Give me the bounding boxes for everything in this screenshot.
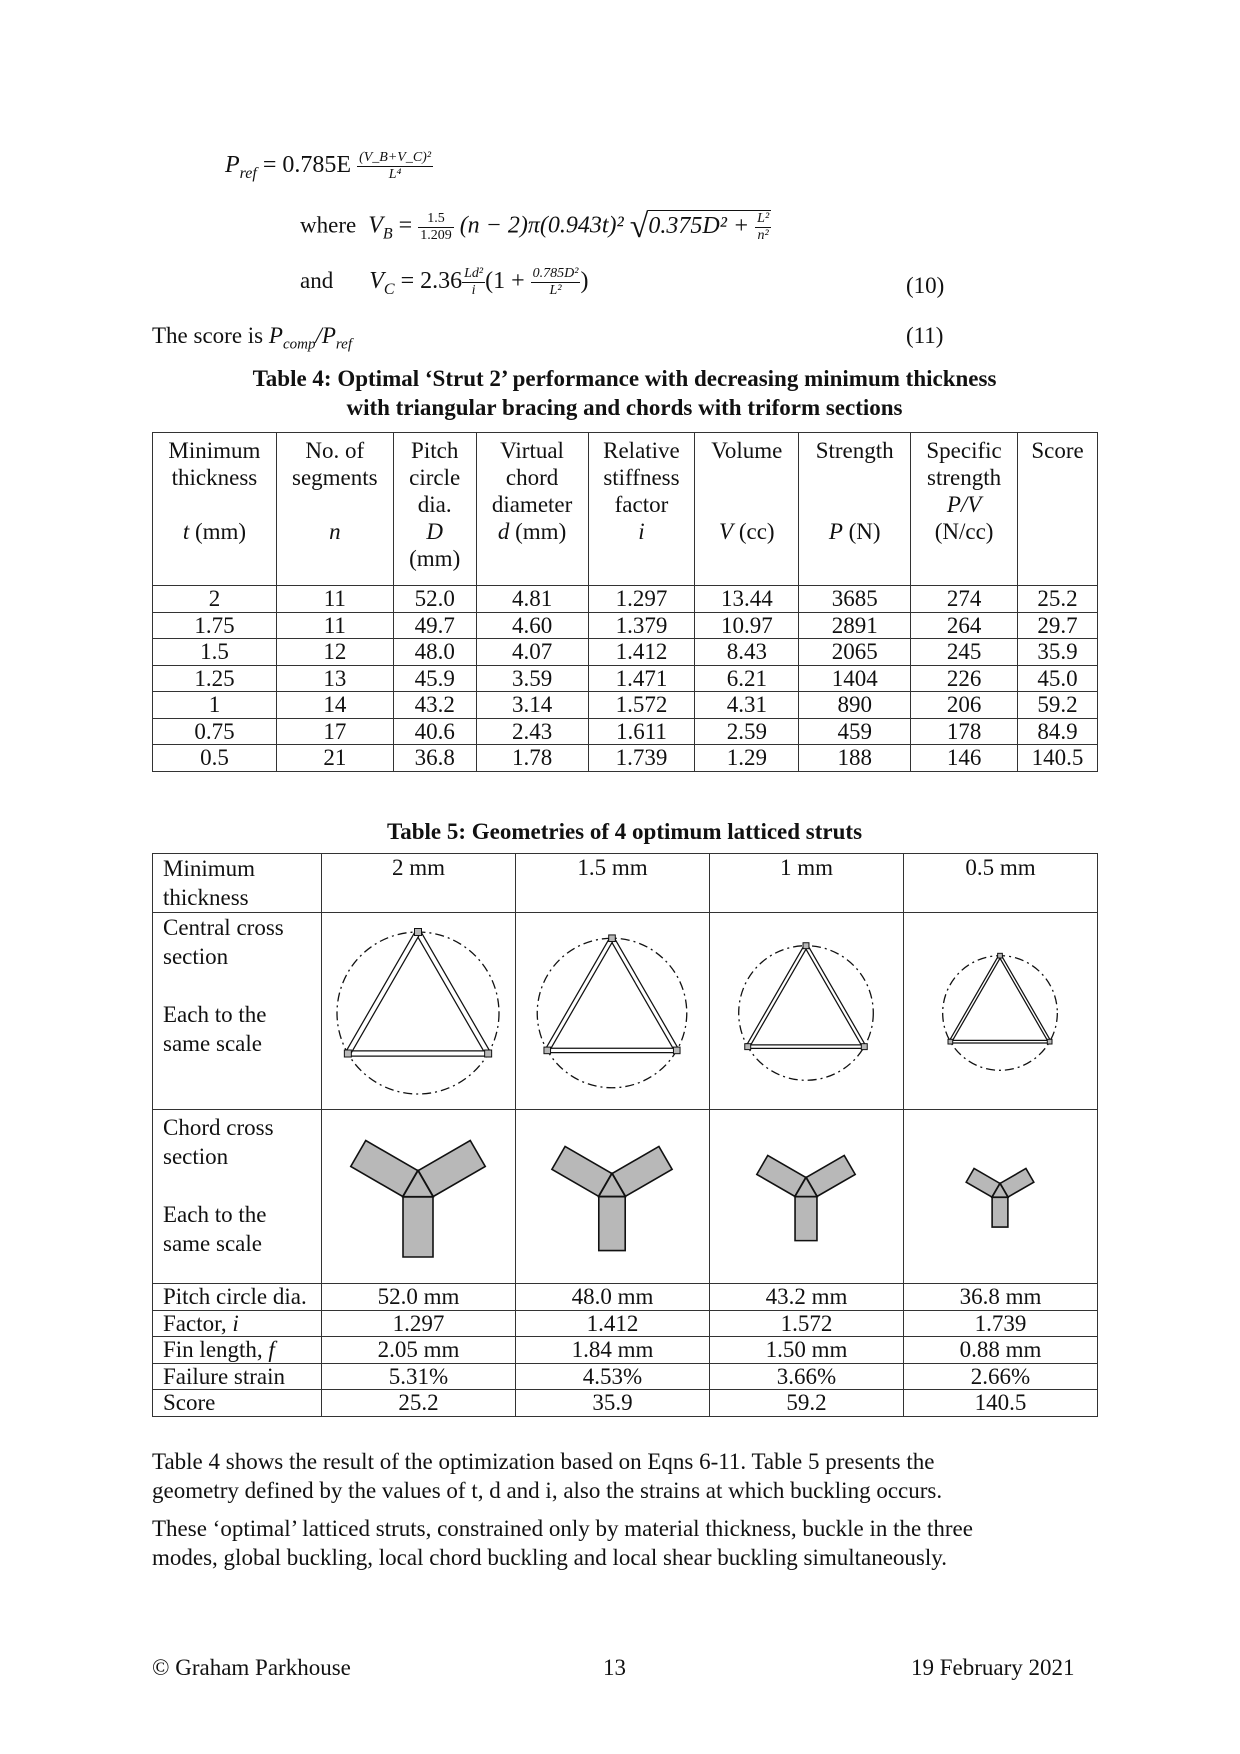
header-line: Minimum	[168, 438, 261, 463]
header-unit: (cc)	[733, 519, 775, 544]
header-line: Specific	[926, 438, 1002, 463]
bracing-member-inner	[612, 938, 677, 1050]
table4-row	[153, 718, 1098, 745]
triform-chord	[351, 1141, 486, 1257]
bracing-member-inner	[748, 946, 806, 1047]
table4-cell: 1.471	[588, 665, 695, 692]
table4-cell: 3.59	[476, 665, 588, 692]
table4-cell: 4.31	[695, 692, 799, 719]
pref-numerator: (V_B+V_C)²	[359, 150, 432, 165]
table4-cell: 11	[276, 612, 393, 639]
table5-central-section-row	[153, 913, 1098, 1110]
table4-cell: 2891	[799, 612, 911, 639]
table5-cell: 1.297	[322, 1310, 516, 1337]
table4-cell: 29.7	[1018, 612, 1098, 639]
header-line	[281, 545, 389, 572]
paragraph-2	[152, 1514, 973, 1572]
table4-cell: 1.29	[695, 745, 799, 772]
table4-row	[153, 586, 1098, 613]
table4-header-cell	[1018, 433, 1098, 586]
chord-node	[861, 1044, 867, 1050]
table5-cell: 36.8 mm	[904, 1284, 1098, 1311]
table4-cell: 40.6	[393, 718, 476, 745]
thickness-col-3: 0.5 mm	[904, 854, 1098, 913]
sqrt-frac-den: n²	[757, 227, 769, 243]
central-section-fig-0	[322, 913, 516, 1110]
table4-cell: 4.07	[476, 639, 588, 666]
paragraph-2-line2: modes, global buckling, local chord buckling and local shear buckling simultaneously.	[152, 1545, 948, 1570]
central-cross-section-diagram	[520, 913, 705, 1109]
table4-cell: 206	[911, 692, 1018, 719]
vb-subscript: B	[382, 225, 393, 243]
header-line	[699, 518, 794, 545]
vc-frac-num: Ld²	[464, 266, 484, 281]
table5-row	[153, 1390, 1098, 1417]
vc-subscript: C	[383, 280, 395, 298]
chord-node	[415, 929, 422, 936]
central-section-fig-2	[710, 913, 904, 1110]
table5-cell: 4.53%	[516, 1363, 710, 1390]
central-section-fig-3	[904, 913, 1098, 1110]
header-line	[803, 518, 906, 545]
pref-subscript: ref	[239, 164, 257, 182]
chord-node	[609, 935, 616, 942]
chord-section-fig-0	[322, 1110, 516, 1284]
header-line: thickness	[171, 465, 258, 490]
chord-node	[1047, 1039, 1052, 1044]
pitch-circle	[337, 932, 499, 1094]
table5-row	[153, 1310, 1098, 1337]
header-line	[593, 545, 691, 572]
header-variable: t	[182, 519, 190, 544]
chord-cross-section-diagram	[908, 1110, 1093, 1280]
pitch-circle	[943, 956, 1058, 1071]
table4-row	[153, 692, 1098, 719]
table4-cell: 43.2	[393, 692, 476, 719]
header-line	[157, 545, 272, 572]
table5-cell: 1.739	[904, 1310, 1098, 1337]
header-line	[593, 518, 691, 545]
header-line: stiffness	[603, 465, 680, 490]
pref-fraction	[357, 150, 433, 183]
vc-paren-den: L²	[549, 283, 562, 298]
table4-cell: 8.43	[695, 639, 799, 666]
table4-cell: 146	[911, 745, 1018, 772]
paragraph-1-line2: geometry defined by the values of t, d and i, also the strains at which buckling occurs.	[152, 1478, 943, 1503]
table5-row	[153, 1284, 1098, 1311]
header-variable: D	[426, 519, 443, 544]
header-line	[481, 545, 584, 572]
score-sub-comp: comp	[282, 336, 316, 353]
header-line	[915, 491, 1013, 518]
header-line	[281, 518, 389, 545]
table4-cell: 2.43	[476, 718, 588, 745]
triform-chord	[757, 1155, 855, 1240]
table5-cell: 1.572	[710, 1310, 904, 1337]
table4-row	[153, 612, 1098, 639]
vb-symbol: V	[368, 212, 383, 239]
chord-fin	[992, 1197, 1008, 1227]
bracing-member-inner	[806, 946, 864, 1047]
table4-cell: 1.297	[588, 586, 695, 613]
table4-cell: 3.14	[476, 692, 588, 719]
sqrt-icon: √	[629, 208, 649, 245]
bracing-member-inner	[950, 956, 1000, 1042]
header-line: factor	[614, 492, 669, 517]
equation-vb: where $V_B$ = $\frac{1.5}{1.209}$ (n − 2)π(0.943t)² √0.375D² + $\frac{\text{L²}}{\text{n²}}$	[300, 208, 770, 245]
central-cross-section-diagram	[714, 913, 899, 1109]
header-line: Strength	[815, 438, 894, 463]
table5-cell: 1.84 mm	[516, 1337, 710, 1364]
table4-cell: 45.0	[1018, 665, 1098, 692]
score-pref: /P	[315, 323, 336, 348]
table4-cell: 1.5	[153, 639, 277, 666]
header-line: No. of	[305, 438, 365, 463]
score-text: The score is	[152, 323, 269, 348]
and-label: and	[300, 268, 334, 294]
header-variable: n	[329, 519, 341, 544]
table4-caption-line2: with triangular bracing and chords with triform sections	[346, 395, 903, 420]
table5-row-label	[153, 1310, 322, 1337]
central-label-line3: Each to the	[163, 1002, 267, 1027]
thickness-col-2: 1 mm	[710, 854, 904, 913]
row-label-variable: f	[268, 1337, 275, 1362]
table5-row-label	[153, 1337, 322, 1364]
bracing-member-inner	[547, 938, 612, 1050]
vc-paren-num: 0.785D²	[532, 266, 579, 281]
header-variable: d	[497, 519, 510, 544]
vc-paren-open: (1 +	[485, 268, 525, 295]
header-line	[281, 491, 389, 518]
table4-cell: 4.81	[476, 586, 588, 613]
header-line	[1022, 491, 1093, 518]
header-line	[803, 545, 906, 572]
table5-cell: 43.2 mm	[710, 1284, 904, 1311]
header-line: segments	[292, 465, 378, 490]
header-line: Score	[1031, 438, 1084, 463]
table5-cell: 2.66%	[904, 1363, 1098, 1390]
chord-section-fig-3	[904, 1110, 1098, 1284]
vc-paren-fraction	[531, 266, 581, 299]
header-unit: (N)	[842, 519, 881, 544]
header-variable: V	[719, 519, 734, 544]
table4-row	[153, 745, 1098, 772]
thickness-label-line2: thickness	[163, 885, 249, 910]
footer-date: 19 February 2021	[911, 1655, 1075, 1680]
pref-denominator: L⁴	[388, 167, 402, 182]
central-label-line2: section	[163, 944, 229, 969]
table4-caption	[152, 364, 1097, 422]
table4-header-cell	[393, 433, 476, 586]
table4-cell: 49.7	[393, 612, 476, 639]
table4-row	[153, 639, 1098, 666]
table5-caption: Table 5: Geometries of 4 optimum latticed struts	[386, 819, 863, 844]
table4-cell: 1404	[799, 665, 911, 692]
chord-cross-section-diagram	[714, 1110, 899, 1280]
header-variable: P	[828, 519, 843, 544]
vc-frac-den: i	[471, 283, 476, 298]
chord-section-fig-1	[516, 1110, 710, 1284]
table4-cell: 459	[799, 718, 911, 745]
table4-caption-line1: Table 4: Optimal ‘Strut 2’ performance with decreasing minimum thickness	[252, 366, 997, 391]
bracing-member-inner	[1000, 956, 1050, 1042]
chord-node	[745, 1044, 751, 1050]
table4-cell: 25.2	[1018, 586, 1098, 613]
table4-cell: 13.44	[695, 586, 799, 613]
equation-vc	[300, 266, 588, 299]
header-line	[699, 491, 794, 518]
table4-cell: 1.572	[588, 692, 695, 719]
table5	[152, 853, 1098, 1417]
table5-cell: 48.0 mm	[516, 1284, 710, 1311]
central-section-label-cell	[153, 913, 322, 1110]
equation-number-10: (10)	[906, 273, 945, 298]
table4-cell: 14	[276, 692, 393, 719]
sqrt-term: 0.375D² +	[648, 212, 750, 239]
vb-frac-den: 1.209	[420, 227, 452, 243]
table5-row-label: Score	[153, 1390, 322, 1417]
where-label: where	[300, 212, 357, 238]
header-line: (mm)	[409, 546, 461, 571]
header-line	[699, 545, 794, 572]
table5-cell: 3.66%	[710, 1363, 904, 1390]
header-line: dia.	[417, 492, 452, 517]
table4-cell: 12	[276, 639, 393, 666]
header-line	[1022, 464, 1093, 491]
table5-cell: 0.88 mm	[904, 1337, 1098, 1364]
table5-chord-section-row	[153, 1110, 1098, 1284]
row-label-text: Fin length,	[163, 1337, 269, 1362]
header-line: Pitch	[411, 438, 459, 463]
chord-cross-section-diagram	[326, 1110, 511, 1280]
table4-cell: 84.9	[1018, 718, 1098, 745]
header-variable: i	[638, 519, 645, 544]
table5-thickness-row	[153, 854, 1098, 913]
sqrt-frac-num: L²	[757, 210, 770, 226]
score-pcomp: P	[268, 323, 283, 348]
row-label-variable: i	[232, 1310, 239, 1336]
chord-section-fig-2	[710, 1110, 904, 1284]
table5-cell: 1.50 mm	[710, 1337, 904, 1364]
table4-header-cell	[153, 433, 277, 586]
pitch-circle	[537, 938, 687, 1088]
header-line	[1022, 545, 1093, 572]
table4	[152, 432, 1098, 772]
table5-row-label: Pitch circle dia.	[153, 1284, 322, 1311]
equation-pref	[225, 150, 433, 183]
vc-fraction	[462, 266, 485, 299]
chord-cross-section-diagram	[520, 1110, 705, 1280]
table4-cell: 52.0	[393, 586, 476, 613]
chord-node	[544, 1047, 551, 1054]
table5-row	[153, 1337, 1098, 1364]
table4-cell: 188	[799, 745, 911, 772]
table4-cell: 1.739	[588, 745, 695, 772]
table5-cell: 140.5	[904, 1390, 1098, 1417]
chord-label-line4: same scale	[163, 1231, 262, 1256]
table5-cell: 35.9	[516, 1390, 710, 1417]
table4-cell: 6.21	[695, 665, 799, 692]
vc-symbol: V	[369, 268, 384, 295]
table5-cell: 1.412	[516, 1310, 710, 1337]
footer-page-number: 13	[603, 1655, 626, 1680]
table4-cell: 1.78	[476, 745, 588, 772]
chord-node	[998, 953, 1003, 958]
table4-header-cell	[911, 433, 1018, 586]
central-cross-section-diagram	[326, 913, 511, 1109]
table5-cell: 5.31%	[322, 1363, 516, 1390]
paragraph-1-line1: Table 4 shows the result of the optimization based on Eqns 6-11. Table 5 presents the	[152, 1449, 935, 1474]
table4-cell: 1.75	[153, 612, 277, 639]
table4-header-cell	[276, 433, 393, 586]
pitch-circle	[739, 946, 874, 1081]
table4-cell: 1.611	[588, 718, 695, 745]
table4-cell: 21	[276, 745, 393, 772]
thickness-col-0: 2 mm	[322, 854, 516, 913]
table4-cell: 11	[276, 586, 393, 613]
central-section-fig-1	[516, 913, 710, 1110]
table4-cell: 1.412	[588, 639, 695, 666]
chord-fin	[795, 1197, 817, 1241]
table4-cell: 140.5	[1018, 745, 1098, 772]
table4-header-cell	[588, 433, 695, 586]
table4-cell: 45.9	[393, 665, 476, 692]
score-sub-ref: ref	[335, 336, 353, 353]
chord-node	[948, 1039, 953, 1044]
header-line	[699, 464, 794, 491]
header-line	[803, 491, 906, 518]
row-label-text: Factor,	[163, 1310, 233, 1336]
table5-row-label: Failure strain	[153, 1363, 322, 1390]
pref-symbol: P	[225, 152, 240, 179]
pref-coefficient: = 0.785E	[262, 152, 352, 179]
central-label-line1: Central cross	[163, 915, 284, 940]
thickness-label-line1: Minimum	[163, 856, 256, 881]
header-line	[915, 545, 1013, 572]
table4-cell: 2065	[799, 639, 911, 666]
header-line	[1022, 518, 1093, 545]
equation-number-11: (11)	[906, 323, 944, 348]
vb-frac-num: 1.5	[418, 211, 454, 228]
bracing-member-inner	[418, 932, 488, 1054]
table4-cell: 3685	[799, 586, 911, 613]
sqrt-content	[648, 210, 771, 243]
header-line	[803, 464, 906, 491]
chord-label-line3: Each to the	[163, 1202, 267, 1227]
chord-label-line1: Chord cross	[163, 1115, 274, 1140]
header-line	[157, 491, 272, 518]
table4-cell: 264	[911, 612, 1018, 639]
table4-header-cell	[799, 433, 911, 586]
table5-cell: 59.2	[710, 1390, 904, 1417]
triform-chord	[966, 1168, 1034, 1227]
header-unit: (mm)	[189, 519, 247, 544]
table4-cell: 17	[276, 718, 393, 745]
table5-cell: 2.05 mm	[322, 1337, 516, 1364]
table4-cell: 1.379	[588, 612, 695, 639]
table4-cell: 35.9	[1018, 639, 1098, 666]
table5-cell: 52.0 mm	[322, 1284, 516, 1311]
sqrt-fraction	[755, 211, 771, 244]
header-line: circle	[409, 465, 461, 490]
table4-cell: 4.60	[476, 612, 588, 639]
chord-fin	[403, 1197, 433, 1257]
table4-cell: 2	[153, 586, 277, 613]
footer-copyright: © Graham Parkhouse	[152, 1655, 351, 1680]
chord-node	[673, 1047, 680, 1054]
header-variable: P/V	[946, 492, 982, 517]
table4-cell: 245	[911, 639, 1018, 666]
header-line: strength	[927, 465, 1002, 490]
header-line: diameter	[491, 492, 573, 517]
triform-chord	[552, 1146, 672, 1250]
table5-row	[153, 1363, 1098, 1390]
table4-cell: 36.8	[393, 745, 476, 772]
table4-header-row	[153, 433, 1098, 586]
bracing-member-inner	[348, 932, 418, 1054]
header-unit: (mm)	[509, 519, 567, 544]
header-line: chord	[505, 465, 559, 490]
table4-cell: 274	[911, 586, 1018, 613]
chord-fin	[599, 1197, 625, 1251]
table5-cell: 25.2	[322, 1390, 516, 1417]
header-line	[157, 518, 272, 545]
table4-cell: 0.5	[153, 745, 277, 772]
header-line: Volume	[711, 438, 783, 463]
table4-cell: 1	[153, 692, 277, 719]
vb-body: (n − 2)π(0.943t)²	[459, 212, 624, 239]
table4-header-cell	[476, 433, 588, 586]
table4-cell: 0.75	[153, 718, 277, 745]
table4-cell: 226	[911, 665, 1018, 692]
table4-row	[153, 665, 1098, 692]
table4-header-cell	[695, 433, 799, 586]
paragraph-2-line1: These ‘optimal’ latticed struts, constrained only by material thickness, buckle in the three	[152, 1516, 973, 1541]
chord-section-label-cell	[153, 1110, 322, 1284]
table4-cell: 13	[276, 665, 393, 692]
vb-coefficient-fraction	[418, 211, 454, 244]
chord-node	[803, 943, 809, 949]
central-label-line4: same scale	[163, 1031, 262, 1056]
vc-paren-close: )	[580, 268, 589, 295]
chord-node	[344, 1050, 351, 1057]
table4-cell: 48.0	[393, 639, 476, 666]
header-line	[481, 518, 584, 545]
table4-cell: 1.25	[153, 665, 277, 692]
thickness-label-cell	[153, 854, 322, 913]
chord-label-line2: section	[163, 1144, 229, 1169]
table4-cell: 59.2	[1018, 692, 1098, 719]
chord-node	[485, 1050, 492, 1057]
header-line: Relative	[603, 438, 680, 463]
header-line: (N/cc)	[934, 519, 994, 544]
table4-cell: 178	[911, 718, 1018, 745]
paragraph-1	[152, 1447, 942, 1505]
table4-cell: 890	[799, 692, 911, 719]
table4-cell: 2.59	[695, 718, 799, 745]
score-definition	[152, 322, 352, 359]
central-cross-section-diagram	[908, 913, 1093, 1109]
vc-coefficient: = 2.36	[400, 268, 463, 295]
thickness-col-1: 1.5 mm	[516, 854, 710, 913]
header-line	[398, 518, 472, 545]
header-line: Virtual	[500, 438, 564, 463]
table4-cell: 10.97	[695, 612, 799, 639]
